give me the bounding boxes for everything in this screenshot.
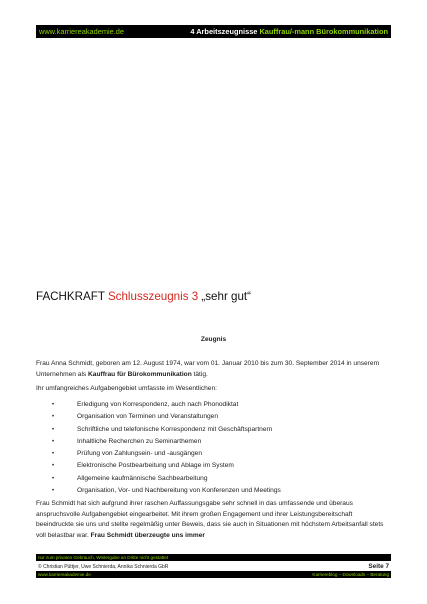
bullet-dot: • — [52, 488, 55, 495]
task-text: Erledigung von Korrespondenz, auch nach Phonodiktat — [77, 401, 239, 408]
header-title-prefix: 4 Arbeitszeugnisse — [190, 27, 260, 36]
heading-suffix: „sehr gut“ — [198, 290, 252, 303]
task-item — [52, 399, 281, 411]
bullet-dot: • — [52, 475, 55, 482]
footer-blog-link[interactable]: Karriereblog – Downloads – Beratung — [312, 572, 389, 577]
header-title — [190, 25, 388, 38]
task-text: Elektronische Postbearbeitung und Ablage im System — [77, 462, 234, 470]
footer-links — [36, 571, 391, 578]
header-site-link[interactable]: www.karriereakademie.de — [39, 27, 125, 36]
document-title: Zeugnis — [200, 336, 227, 343]
bullet-dot: • — [52, 451, 55, 458]
bullet-dot: • — [52, 438, 55, 445]
task-item — [52, 485, 281, 497]
task-item — [52, 411, 281, 423]
task-text: Inhaltliche Recherchen zu Seminarthemen — [77, 437, 202, 445]
footer-info — [36, 562, 391, 571]
page-number: Seite 7 — [368, 563, 389, 570]
intro-text: Frau Anna Schmidt, geboren am 12. August 1974, war vom 01. Januar 2010 bis zum 30. September 2014 in unserem Unternehmen als — [36, 360, 380, 378]
footer-notice: nur zum privaten Gebrauch, Weitergabe an Dritte nicht gestattet — [36, 554, 391, 561]
task-text: Organisation von Terminen und Veranstaltungen — [77, 413, 219, 421]
task-item — [52, 473, 281, 485]
task-text: Allgemeine kaufmännische Sachbearbeitung — [77, 474, 208, 482]
task-text: Schriftliche und telefonische Korrespondenz mit Geschäftspartnern — [77, 425, 273, 433]
closing-text: Frau Schmidt hat sich aufgrund ihrer raschen Auffassungsgabe sehr schnell in das umfassende und überaus anspruchsvolle Aufgabengebiet eingearbeitet. Mit ihrem großen Engagement und ihrer Leistungsbereitschaft beeindruckte sie uns und stellte regelmäßig unter Beweis, dass sie auch in Situationen mit höchstem Arbeitsanfall stets voll belastbar war. — [36, 500, 384, 539]
page-header — [36, 25, 391, 38]
task-list — [52, 399, 281, 497]
bullet-dot: • — [52, 402, 55, 408]
header-title-highlight: Kauffrau/-mann Bürokommunikation — [259, 27, 388, 36]
closing-bold: Frau Schmidt überzeugte uns immer — [90, 531, 205, 539]
bullet-dot: • — [52, 414, 55, 421]
task-item — [52, 460, 281, 472]
task-item — [52, 436, 281, 448]
bullet-dot: • — [52, 463, 55, 470]
closing-paragraph — [36, 499, 391, 541]
bullet-dot: • — [52, 426, 55, 433]
footer-site-link[interactable]: www.karriereakademie.de — [38, 572, 91, 577]
task-item — [52, 448, 281, 460]
task-text: Organisation, Vor- und Nachbereitung von Konferenzen und Meetings — [77, 487, 281, 495]
task-text: Prüfung von Zahlungsein- und -ausgängen — [77, 450, 203, 458]
intro-paragraph — [36, 359, 391, 380]
heading-red: Schlusszeugnis 3 — [107, 290, 199, 303]
section-heading — [36, 290, 251, 303]
intro-end: tätig. — [191, 370, 208, 378]
tasks-intro: Ihr umfangreiches Aufgabengebiet umfasste im Wesentlichen: — [36, 385, 217, 392]
intro-job-title: Kauffrau für Bürokommunikation — [88, 370, 192, 378]
heading-prefix: FACHKRAFT — [36, 290, 108, 303]
task-item — [52, 424, 281, 436]
footer-copyright: © Christian Püttjer, Uwe Schnierda, Annika Schnierda GbR — [38, 563, 169, 570]
